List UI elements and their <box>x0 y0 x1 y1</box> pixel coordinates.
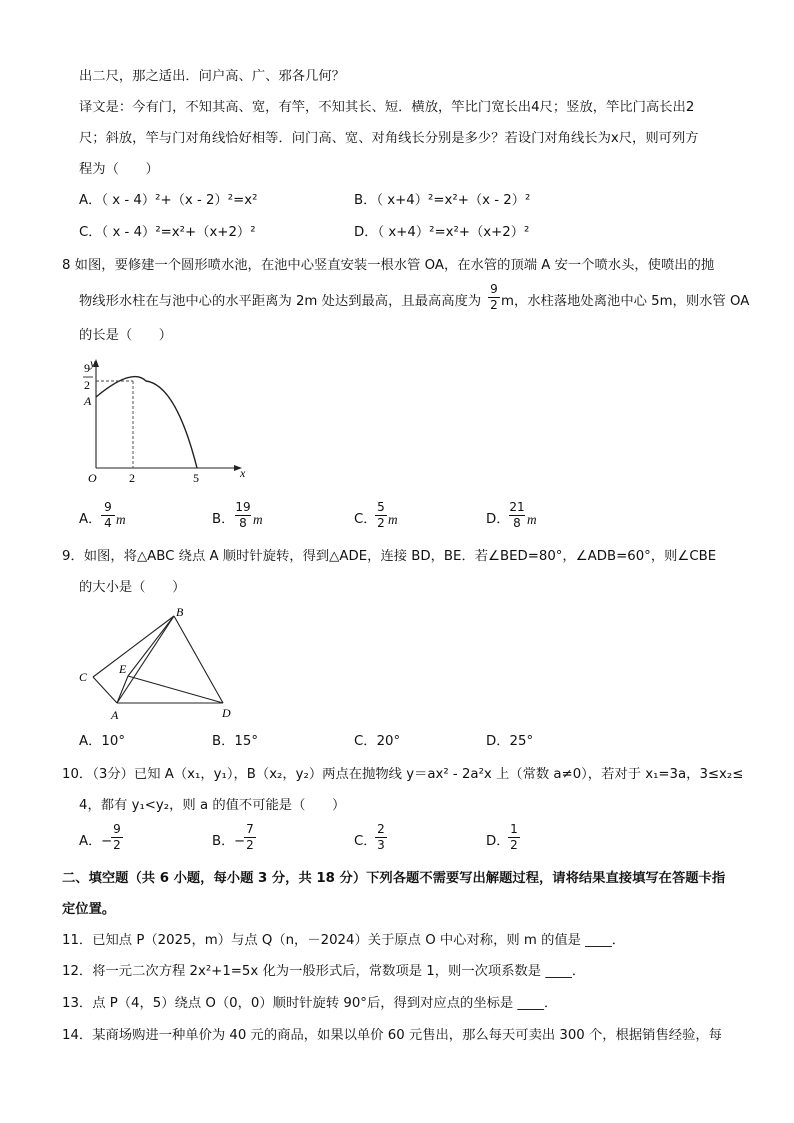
q9-option-a: A．10° <box>79 734 125 749</box>
q8-line2b: m，水柱落地处离池中心 5m，则水管 OA <box>501 294 750 309</box>
section2-heading-line1: 二、填空题（共 6 小题，每小题 3 分，共 18 分）下列各题不需要写出解题过程，请将结果直接填写在答题卡指 <box>62 871 726 886</box>
q7-option-a: A．（ x - 4）²+（x - 2）²=x² <box>79 193 258 208</box>
q9-line-ab <box>117 616 174 703</box>
q9-label-b: B <box>176 605 184 619</box>
q8-line3: 的长是（ ） <box>79 328 173 343</box>
q8-option-a-frac: 9 4 <box>101 501 115 530</box>
q8-x-label: x <box>240 466 246 480</box>
q10-option-c-frac: 2 3 <box>375 823 387 852</box>
q9-line2: 的大小是（ ） <box>79 580 186 595</box>
q12-text: 12．将一元二次方程 2x²+1=5x 化为一般形式后，常数项是 1，则一次项系数是 ____． <box>62 964 586 979</box>
q10-option-b-frac: 7 2 <box>244 823 256 852</box>
q10-line2: 4，都有 y₁<y₂，则 a 的值不可能是（ ） <box>79 798 346 813</box>
q7-option-c: C．（ x - 4）²=x²+（x+2）² <box>79 225 256 240</box>
q9-line-bd <box>174 616 223 703</box>
q9-option-c: C．20° <box>354 734 401 749</box>
q10-option-b-label: B． <box>212 834 235 849</box>
q8-peak-den: 2 <box>490 298 498 312</box>
q9-label-a: A <box>111 708 119 722</box>
q8-peak-fraction <box>488 283 500 312</box>
q9-label-e: E <box>119 662 127 676</box>
q8-peak-num: 9 <box>490 282 498 296</box>
q10-option-b-sign: − <box>234 834 246 849</box>
q10-option-c-label: C． <box>354 834 377 849</box>
q9-triangle-figure <box>76 603 246 723</box>
q9-line1: 9．如图，将△ABC 绕点 A 顺时针旋转，得到△ADE，连接 BD，BE．若∠BED=80°，∠ADB=60°，则∠CBE <box>62 549 717 564</box>
q11-text: 11．已知点 P（2025，m）与点 Q（n，－2024）关于原点 O 中心对称，则 m 的值是 ____． <box>62 933 626 948</box>
q10-option-a-label: A． <box>79 834 102 849</box>
q13-text: 13．点 P（4，5）绕点 O（0，0）顺时针旋转 90°后，得到对应点的坐标是 ____． <box>62 996 558 1011</box>
q10-option-a-sign: − <box>101 834 113 849</box>
q8-point-a-label: A <box>84 394 92 408</box>
q9-label-d: D <box>222 706 231 720</box>
q9-line-bc <box>93 616 174 677</box>
q8-option-a-label: A． <box>79 512 102 527</box>
q9-line-ca <box>93 677 117 703</box>
q8-option-d-unit: m <box>527 512 537 527</box>
q8-peak-den-label: 2 <box>84 378 90 392</box>
q10-option-d-label: D． <box>486 834 510 849</box>
q7-line3: 尺；斜放，竿与门对角线恰好相等．问门高、宽、对角线长分别是多少？若设门对角线长为x尺，则可列方 <box>79 131 699 146</box>
q8-origin-label: O <box>88 471 97 485</box>
q8-line2a: 物线形水柱在与池中心的水平距离为 2m 处达到最高，且最高高度为 <box>79 294 482 309</box>
q9-label-c: C <box>79 670 88 684</box>
q8-y-label: y <box>90 356 96 370</box>
q8-tick-5: 5 <box>193 471 199 485</box>
q10-line1: 10．（3分）已知 A（x₁，y₁），B（x₂，y₂）两点在抛物线 y＝ax² - 2a²x 上（常数 a≠0），若对于 x₁=3a，3≤x₂≤ <box>62 767 744 782</box>
q8-option-d-frac: 21 8 <box>509 500 525 530</box>
q8-option-d-label: D． <box>486 512 510 527</box>
q14-text: 14．某商场购进一种单价为 40 元的商品，如果以单价 60 元售出，那么每天可卖出 300 个，根据销售经验，每 <box>62 1028 722 1043</box>
q8-option-b-unit: m <box>253 512 263 527</box>
q7-option-b: B．（ x+4）²=x²+（x - 2）² <box>354 193 531 208</box>
q8-parabola-graph <box>76 355 256 495</box>
q8-option-a-unit: m <box>116 512 126 527</box>
q8-option-b-label: B． <box>212 512 235 527</box>
q9-option-b: B．15° <box>212 734 258 749</box>
q8-parabola-curve <box>96 377 197 468</box>
q7-line2: 译文是：今有门，不知其高、宽，有竿，不知其长、短．横放，竿比门宽长出4尺；竖放，竿比门高长出2 <box>79 100 695 115</box>
q7-line1: 出二尺，那之适出．问户高、广、邪各几何？ <box>79 69 345 84</box>
q8-option-c-unit: m <box>388 512 398 527</box>
q8-option-c-label: C． <box>354 512 377 527</box>
section2-heading-line2: 定位置。 <box>62 902 116 917</box>
q7-option-d: D．（ x+4）²=x²+（x+2）² <box>354 225 530 240</box>
q10-option-a-frac: 9 2 <box>111 823 123 852</box>
q8-peak-num-label: 9 <box>84 361 90 375</box>
q8-line1: 8 如图，要修建一个圆形喷水池，在池中心竖直安装一根水管 OA，在水管的顶端 A 安一个喷水头，使喷出的抛 <box>62 258 715 273</box>
q9-line-ed <box>128 676 223 703</box>
q9-option-d: D．25° <box>486 734 534 749</box>
q8-option-c-frac: 5 2 <box>375 501 387 530</box>
q8-option-b-frac: 19 8 <box>235 500 251 530</box>
q10-option-d-frac: 1 2 <box>508 823 520 852</box>
q8-tick-2: 2 <box>129 471 135 485</box>
q7-line4: 程为（ ） <box>79 162 159 177</box>
